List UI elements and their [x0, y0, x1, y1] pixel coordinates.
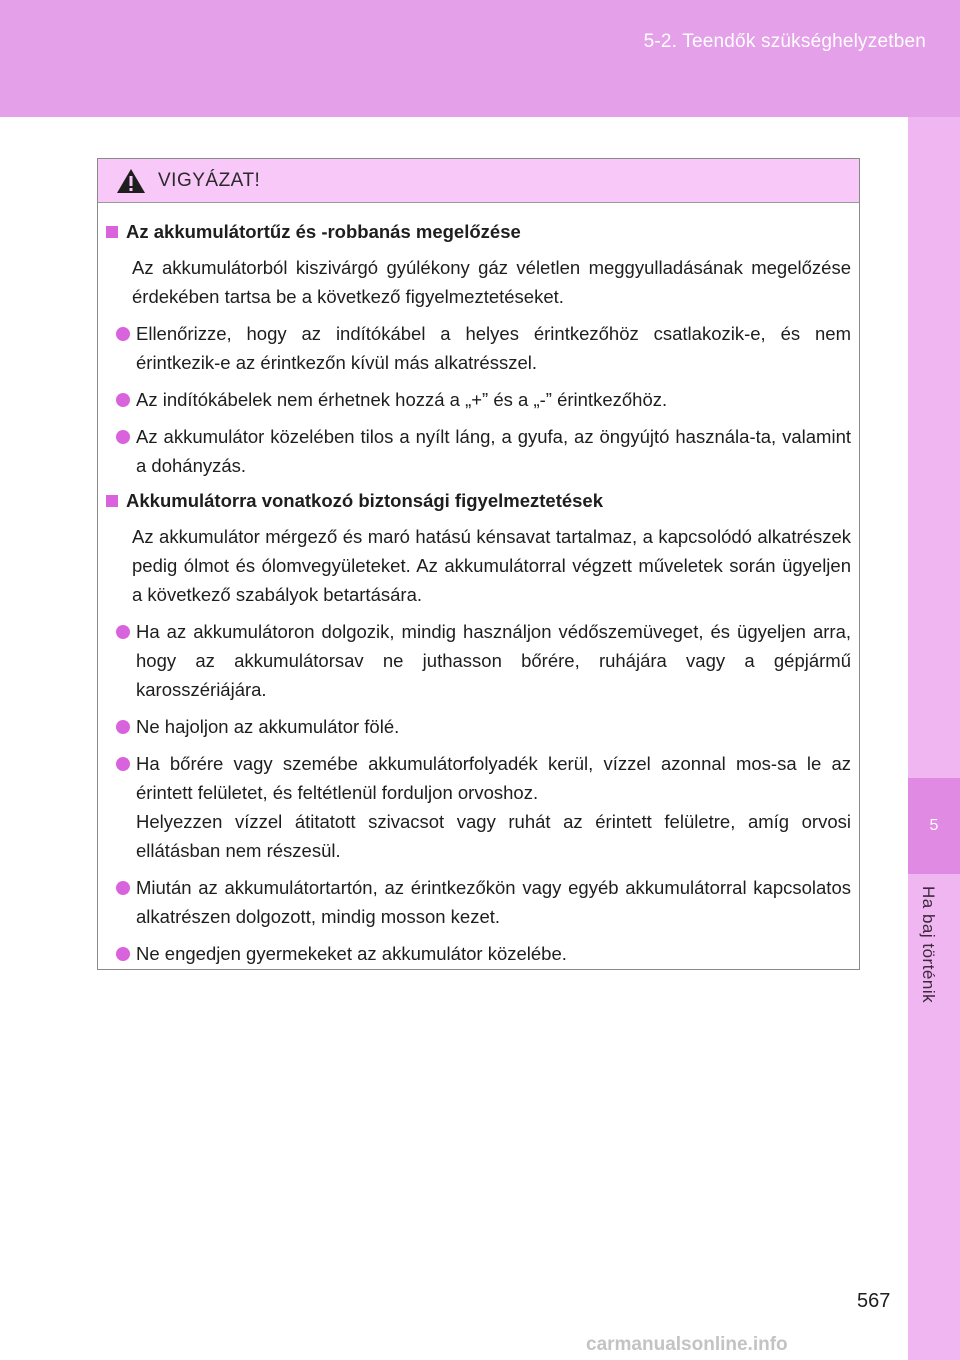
caution-title: VIGYÁZAT! — [158, 169, 261, 191]
list-item — [116, 873, 851, 931]
round-bullet-icon — [116, 430, 130, 444]
list-item-text: Ne engedjen gyermekeket az akkumulátor közelébe. — [136, 943, 567, 964]
square-bullet-icon — [106, 495, 118, 507]
round-bullet-icon — [116, 625, 130, 639]
list-item-text: Az akkumulátor közelében tilos a nyílt láng, a gyufa, az öngyújtó használa-ta, valamint a dohányzás. — [136, 426, 851, 476]
section-heading-text: Akkumulátorra vonatkozó biztonsági figyelmeztetések — [126, 490, 604, 511]
list-item-text: Ne hajoljon az akkumulátor fölé. — [136, 716, 400, 737]
warning-triangle-icon — [116, 168, 146, 194]
round-bullet-icon — [116, 393, 130, 407]
list-item — [116, 939, 851, 968]
list-item — [116, 617, 851, 704]
caution-body — [98, 203, 859, 968]
list-item-text: Az indítókábelek nem érhetnek hozzá a „+” és a „-” érintkezőhöz. — [136, 389, 668, 410]
list-item-text — [136, 749, 851, 865]
section-heading-fire — [106, 219, 851, 245]
round-bullet-icon — [116, 881, 130, 895]
list-item — [116, 712, 851, 741]
side-tab — [908, 117, 960, 1360]
page-number: 567 — [857, 1290, 891, 1312]
square-bullet-icon — [106, 226, 118, 238]
caution-box — [97, 158, 860, 970]
list-item — [116, 319, 851, 377]
round-bullet-icon — [116, 757, 130, 771]
section-intro: Az akkumulátor mérgező és maró hatású kénsavat tartalmaz, a kapcsolódó alkatrészek pedig ólmot és ólomvegyületeket. Az akkumulátorral végzett műveletek során ügyeljen a következő szabályok betartására. — [132, 526, 851, 605]
section-heading-text: Az akkumulátortűz és -robbanás megelőzése — [126, 221, 521, 242]
watermark: carmanualsonline.info — [586, 1334, 788, 1355]
list-item — [116, 749, 851, 865]
list-item — [116, 422, 851, 480]
chapter-number-tab: 5 — [908, 778, 960, 874]
round-bullet-icon — [116, 947, 130, 961]
list-item-text: Ellenőrizze, hogy az indítókábel a helyes érintkezőhöz csatlakozik-e, és nem érintkezik-e az érintkezőn kívül más alkatrésszel. — [136, 323, 851, 373]
list-item — [116, 385, 851, 414]
list-item-main: Ha bőrére vagy szemébe akkumulátorfolyadék kerül, vízzel azonnal mos-sa le az érintett felületet, és feltétlenül forduljon orvoshoz. — [136, 753, 851, 803]
section-heading-safety — [106, 488, 851, 514]
chapter-title: Ha baj történik — [919, 886, 938, 1004]
header-band — [0, 0, 960, 117]
section-title: 5-2. Teendők szükséghelyzetben — [643, 31, 926, 52]
round-bullet-icon — [116, 327, 130, 341]
list-item-text: Miután az akkumulátortartón, az érintkezőkön vagy egyéb akkumulátorral kapcsolatos alkatrészen dolgozott, mindig mosson kezet. — [136, 877, 851, 927]
round-bullet-icon — [116, 720, 130, 734]
caution-header — [98, 159, 859, 203]
section-intro: Az akkumulátorból kiszivárgó gyúlékony gáz véletlen meggyulladásának megelőzése érdekében tartsa be a következő figyelmeztetéseket. — [132, 257, 851, 307]
list-item-text: Ha az akkumulátoron dolgozik, mindig használjon védőszemüveget, és ügyeljen arra, hogy az akkumulátorsav ne juthasson bőrére, ruhájára vagy a gépjármű karosszériájára. — [136, 621, 851, 700]
list-item-extra: Helyezzen vízzel átitatott szivacsot vagy ruhát az érintett felületre, amíg orvosi ellátásban nem részesül. — [136, 811, 851, 861]
